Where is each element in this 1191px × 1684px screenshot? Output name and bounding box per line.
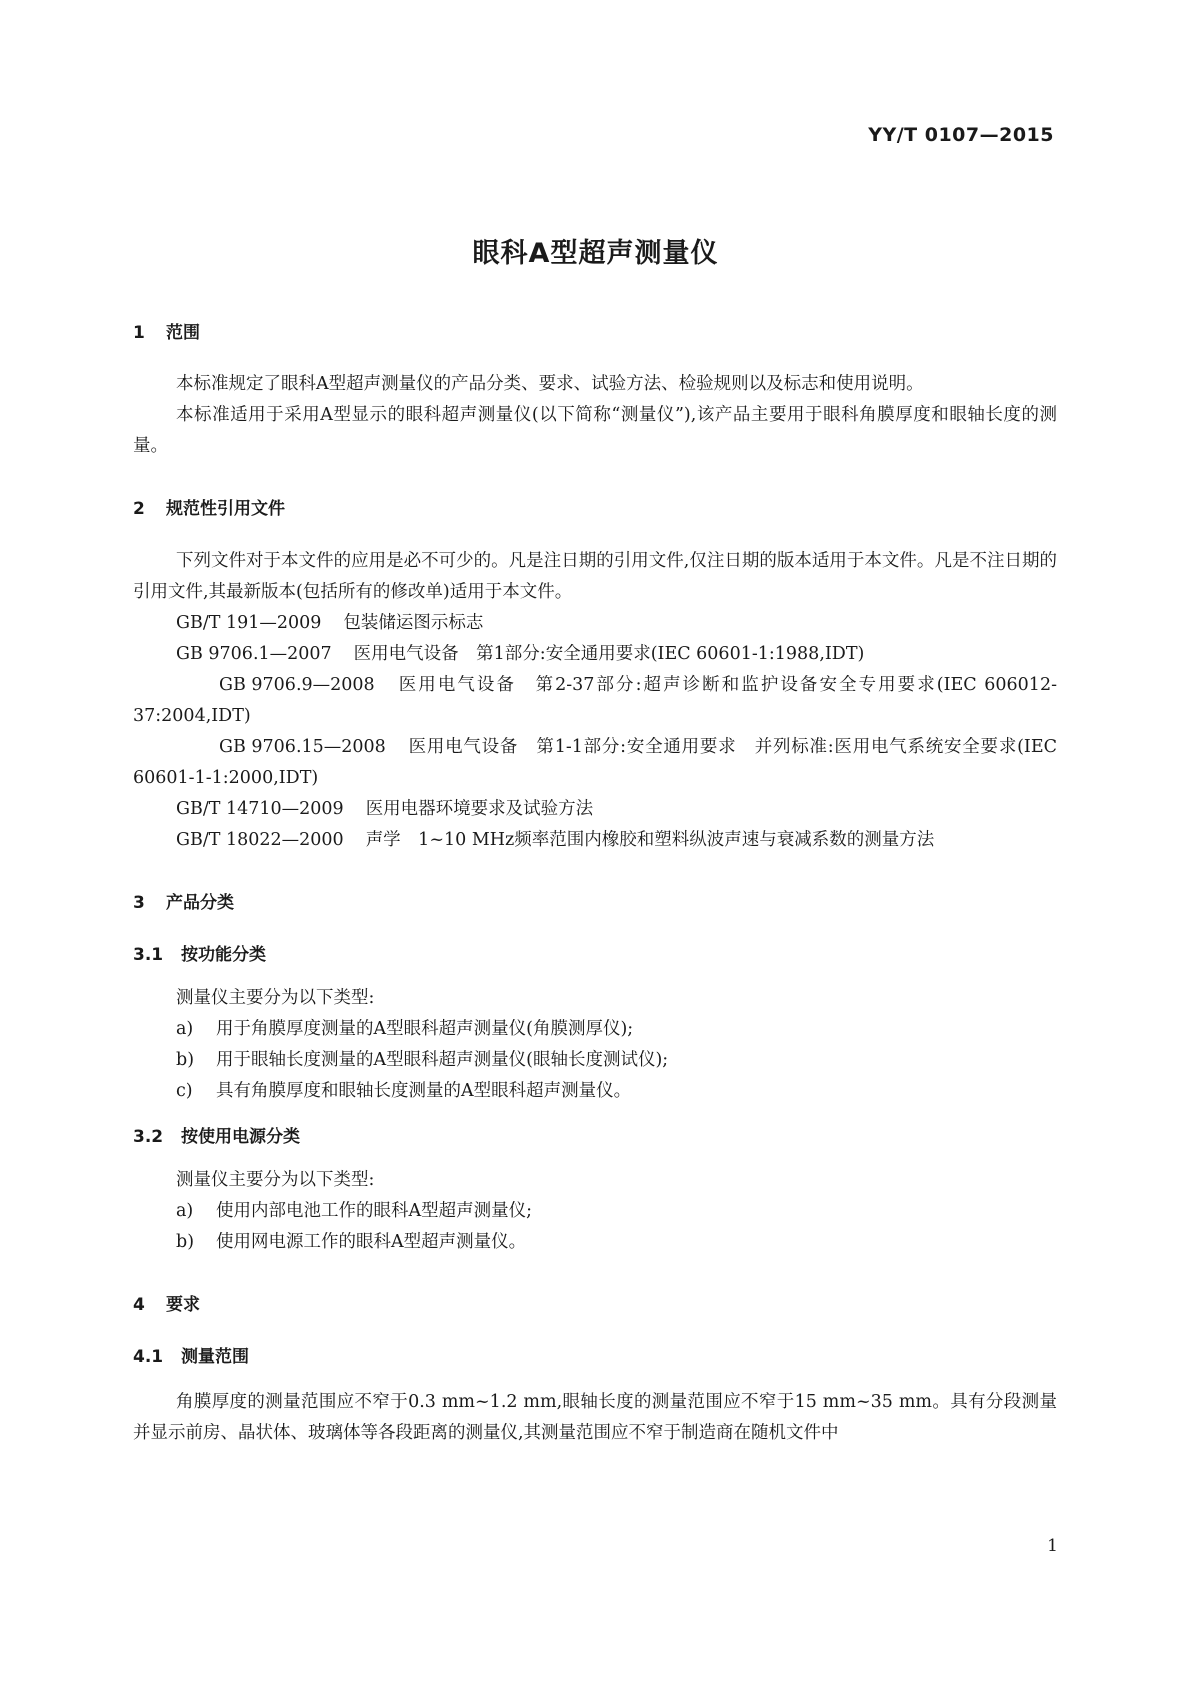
section-number: 3.2 bbox=[133, 1127, 164, 1147]
reference-item bbox=[176, 639, 864, 670]
reference-code: GB 9706.9—2008 bbox=[219, 675, 375, 695]
list-item bbox=[176, 1227, 526, 1258]
list-item bbox=[176, 1196, 532, 1227]
page-number: 1 bbox=[1047, 1536, 1058, 1556]
section-title: 按使用电源分类 bbox=[181, 1127, 300, 1147]
section-4-1-paragraph: 角膜厚度的测量范围应不窄于0.3 mm~1.2 mm,眼轴长度的测量范围应不窄于15 mm~35 mm。具有分段测量并显示前房、晶状体、玻璃体等各段距离的测量仪,其测量范围应不窄于制造商在随机文件中 bbox=[133, 1392, 1057, 1443]
section-1-paragraph-1: 本标准规定了眼科A型超声测量仪的产品分类、要求、试验方法、检验规则以及标志和使用说明。 bbox=[176, 374, 924, 394]
list-item-text: 使用网电源工作的眼科A型超声测量仪。 bbox=[216, 1232, 527, 1252]
section-1-heading bbox=[133, 318, 200, 343]
reference-title: 医用电气设备 第1部分:安全通用要求(IEC 60601-1:1988,IDT) bbox=[353, 644, 865, 664]
list-item bbox=[176, 1076, 631, 1107]
section-title: 按功能分类 bbox=[181, 945, 266, 965]
section-number: 1 bbox=[133, 323, 145, 343]
list-item-label: a) bbox=[176, 1019, 194, 1039]
section-number: 4.1 bbox=[133, 1347, 164, 1367]
section-number: 3.1 bbox=[133, 945, 164, 965]
reference-code: GB/T 14710—2009 bbox=[176, 799, 344, 819]
reference-title: 医用电气设备 第1-1部分:安全通用要求 并列标准:医用电气系统安全要求(IEC 60601-1-1:2000,IDT) bbox=[133, 737, 1057, 788]
reference-code: GB 9706.1—2007 bbox=[176, 644, 332, 664]
list-item-text: 用于眼轴长度测量的A型眼科超声测量仪(眼轴长度测试仪); bbox=[216, 1050, 669, 1070]
reference-item bbox=[176, 825, 934, 856]
reference-title: 医用电气设备 第2-37部分:超声诊断和监护设备安全专用要求(IEC 606012-37:2004,IDT) bbox=[133, 675, 1057, 726]
section-3-1-heading bbox=[133, 940, 266, 965]
reference-code: GB/T 18022—2000 bbox=[176, 830, 344, 850]
section-3-2-heading bbox=[133, 1122, 300, 1147]
section-3-1-intro: 测量仪主要分为以下类型: bbox=[176, 988, 375, 1008]
reference-code: GB 9706.15—2008 bbox=[219, 737, 386, 757]
list-item-label: c) bbox=[176, 1081, 193, 1101]
reference-title: 医用电器环境要求及试验方法 bbox=[365, 799, 594, 819]
list-item-label: b) bbox=[176, 1050, 195, 1070]
reference-item bbox=[133, 670, 1057, 732]
reference-item bbox=[133, 732, 1057, 794]
reference-title: 声学 1~10 MHz频率范围内橡胶和塑料纵波声速与衰减系数的测量方法 bbox=[365, 830, 935, 850]
section-title: 要求 bbox=[166, 1295, 200, 1315]
section-3-heading bbox=[133, 888, 234, 913]
section-2-intro: 下列文件对于本文件的应用是必不可少的。凡是注日期的引用文件,仅注日期的版本适用于本文件。凡是不注日期的引用文件,其最新版本(包括所有的修改单)适用于本文件。 bbox=[133, 551, 1057, 602]
section-title: 规范性引用文件 bbox=[166, 499, 285, 519]
list-item-label: b) bbox=[176, 1232, 195, 1252]
section-4-1-heading bbox=[133, 1342, 249, 1367]
list-item-text: 具有角膜厚度和眼轴长度测量的A型眼科超声测量仪。 bbox=[216, 1081, 632, 1101]
section-title: 产品分类 bbox=[166, 893, 234, 913]
reference-code: GB/T 191—2009 bbox=[176, 613, 322, 633]
list-item-text: 使用内部电池工作的眼科A型超声测量仪; bbox=[216, 1201, 533, 1221]
reference-item bbox=[176, 794, 593, 825]
document-title: 眼科A型超声测量仪 bbox=[472, 238, 719, 269]
section-number: 4 bbox=[133, 1295, 145, 1315]
list-item-label: a) bbox=[176, 1201, 194, 1221]
list-item-text: 用于角膜厚度测量的A型眼科超声测量仪(角膜测厚仪); bbox=[216, 1019, 634, 1039]
section-2-heading bbox=[133, 494, 285, 519]
section-title: 范围 bbox=[166, 323, 200, 343]
standard-number: YY/T 0107—2015 bbox=[868, 124, 1054, 146]
list-item bbox=[176, 1014, 633, 1045]
reference-item bbox=[176, 608, 483, 639]
section-number: 3 bbox=[133, 893, 145, 913]
section-4-heading bbox=[133, 1290, 200, 1315]
section-number: 2 bbox=[133, 499, 145, 519]
section-3-2-intro: 测量仪主要分为以下类型: bbox=[176, 1170, 375, 1190]
reference-title: 包装储运图示标志 bbox=[343, 613, 484, 633]
section-title: 测量范围 bbox=[181, 1347, 249, 1367]
section-1-paragraph-2: 本标准适用于采用A型显示的眼科超声测量仪(以下简称“测量仪”),该产品主要用于眼科角膜厚度和眼轴长度的测量。 bbox=[133, 405, 1057, 456]
list-item bbox=[176, 1045, 668, 1076]
